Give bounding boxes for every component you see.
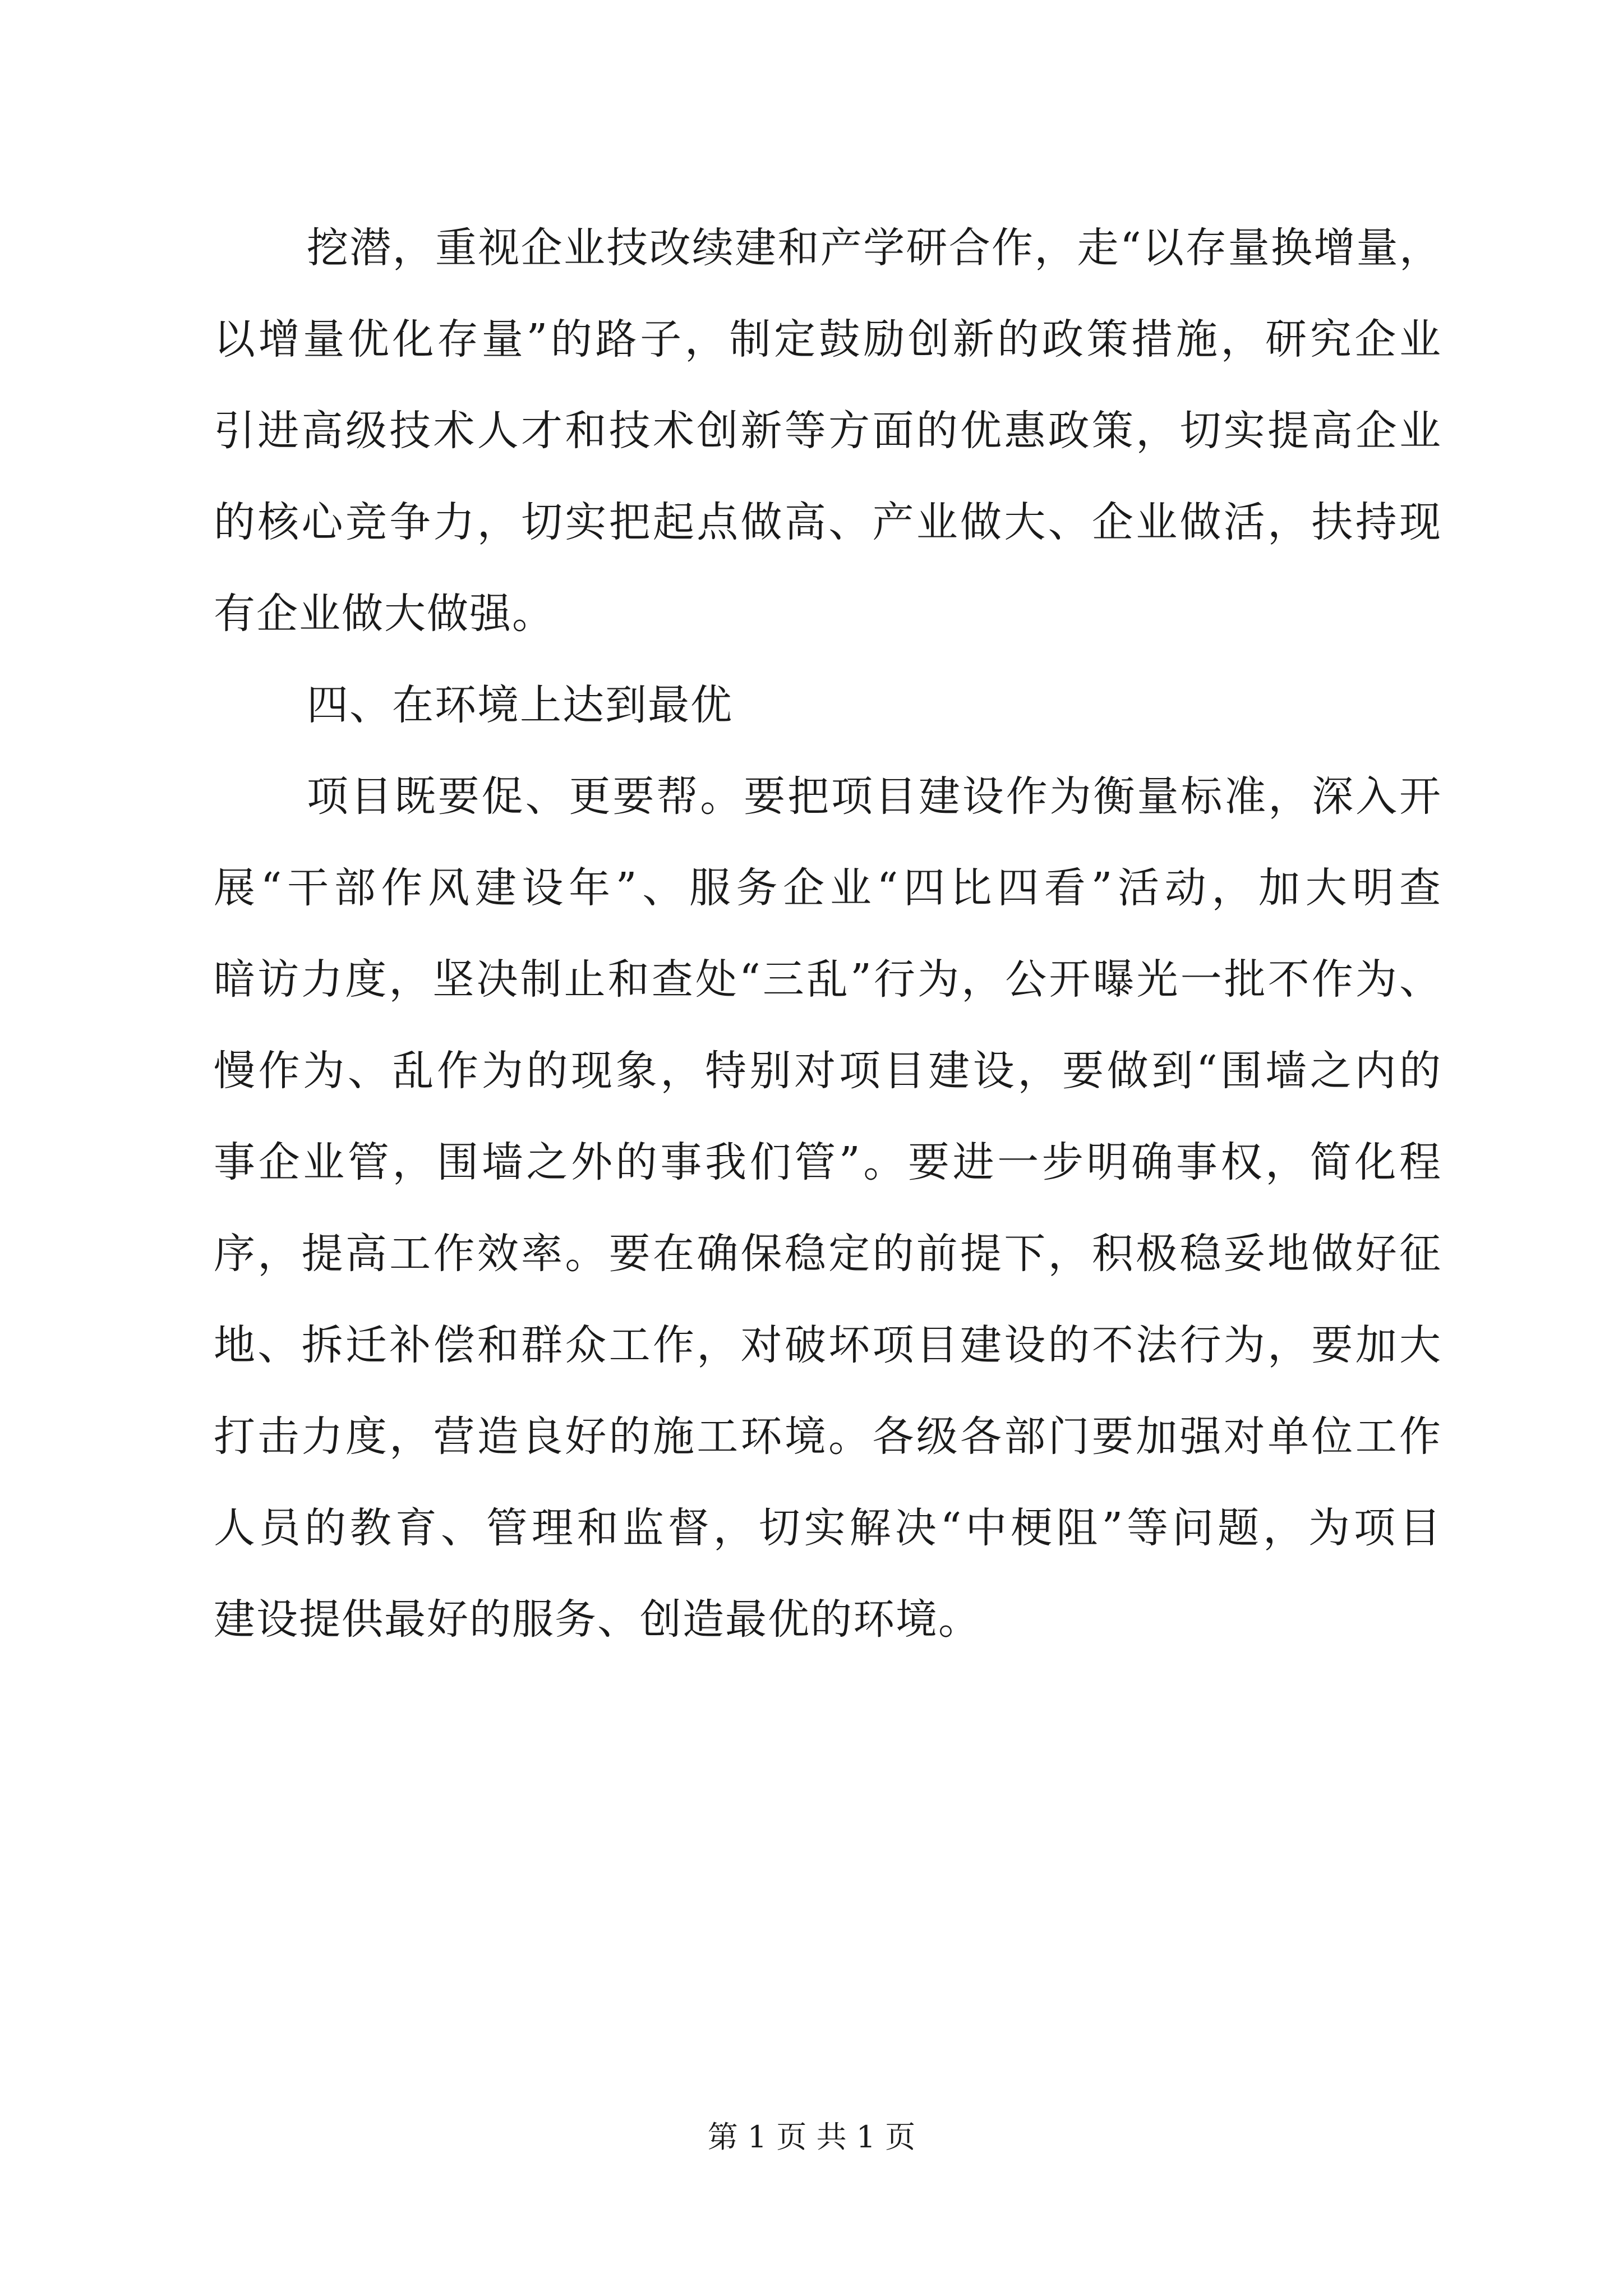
- paragraph-line: 人员的教育、管理和监督，切实解决“中梗阻”等问题，为项目: [214, 1504, 1442, 1552]
- paragraph-line: 项目既要促、更要帮。要把项目建设作为衡量标准，深入开: [307, 772, 1442, 821]
- paragraph-line: 打击力度，营造良好的施工环境。各级各部门要加强对单位工作: [214, 1412, 1442, 1461]
- document-body: [214, 224, 1442, 1690]
- paragraph-line: 慢作为、乱作为的现象，特别对项目建设，要做到“围墙之内的: [214, 1047, 1442, 1095]
- paragraph-line: 挖潜，重视企业技改续建和产学研合作，走“以存量换增量，: [307, 224, 1442, 272]
- paragraph-line: 的核心竞争力，切实把起点做高、产业做大、企业做活，扶持现: [214, 498, 1442, 546]
- section-heading: 四、在环境上达到最优: [307, 681, 733, 729]
- paragraph-line: 以增量优化存量”的路子，制定鼓励创新的政策措施，研究企业: [214, 315, 1442, 364]
- paragraph-line: 暗访力度，坚决制止和查处“三乱”行为，公开曝光一批不作为、: [214, 955, 1442, 1004]
- page-footer: 第 1 页 共 1 页: [707, 2119, 916, 2155]
- paragraph-line: 引进高级技术人才和技术创新等方面的优惠政策，切实提高企业: [214, 407, 1442, 455]
- paragraph-line: 事企业管，围墙之外的事我们管”。要进一步明确事权，简化程: [214, 1138, 1442, 1186]
- paragraph-line: 序，提高工作效率。要在确保稳定的前提下，积极稳妥地做好征: [214, 1230, 1442, 1278]
- paragraph-line: 地、拆迁补偿和群众工作，对破坏项目建设的不法行为，要加大: [214, 1321, 1442, 1369]
- paragraph-line: 展“干部作风建设年”、服务企业“四比四看”活动，加大明查: [214, 864, 1442, 912]
- paragraph-line: 有企业做大做强。: [214, 590, 555, 638]
- paragraph-line: 建设提供最好的服务、创造最优的环境。: [214, 1595, 981, 1644]
